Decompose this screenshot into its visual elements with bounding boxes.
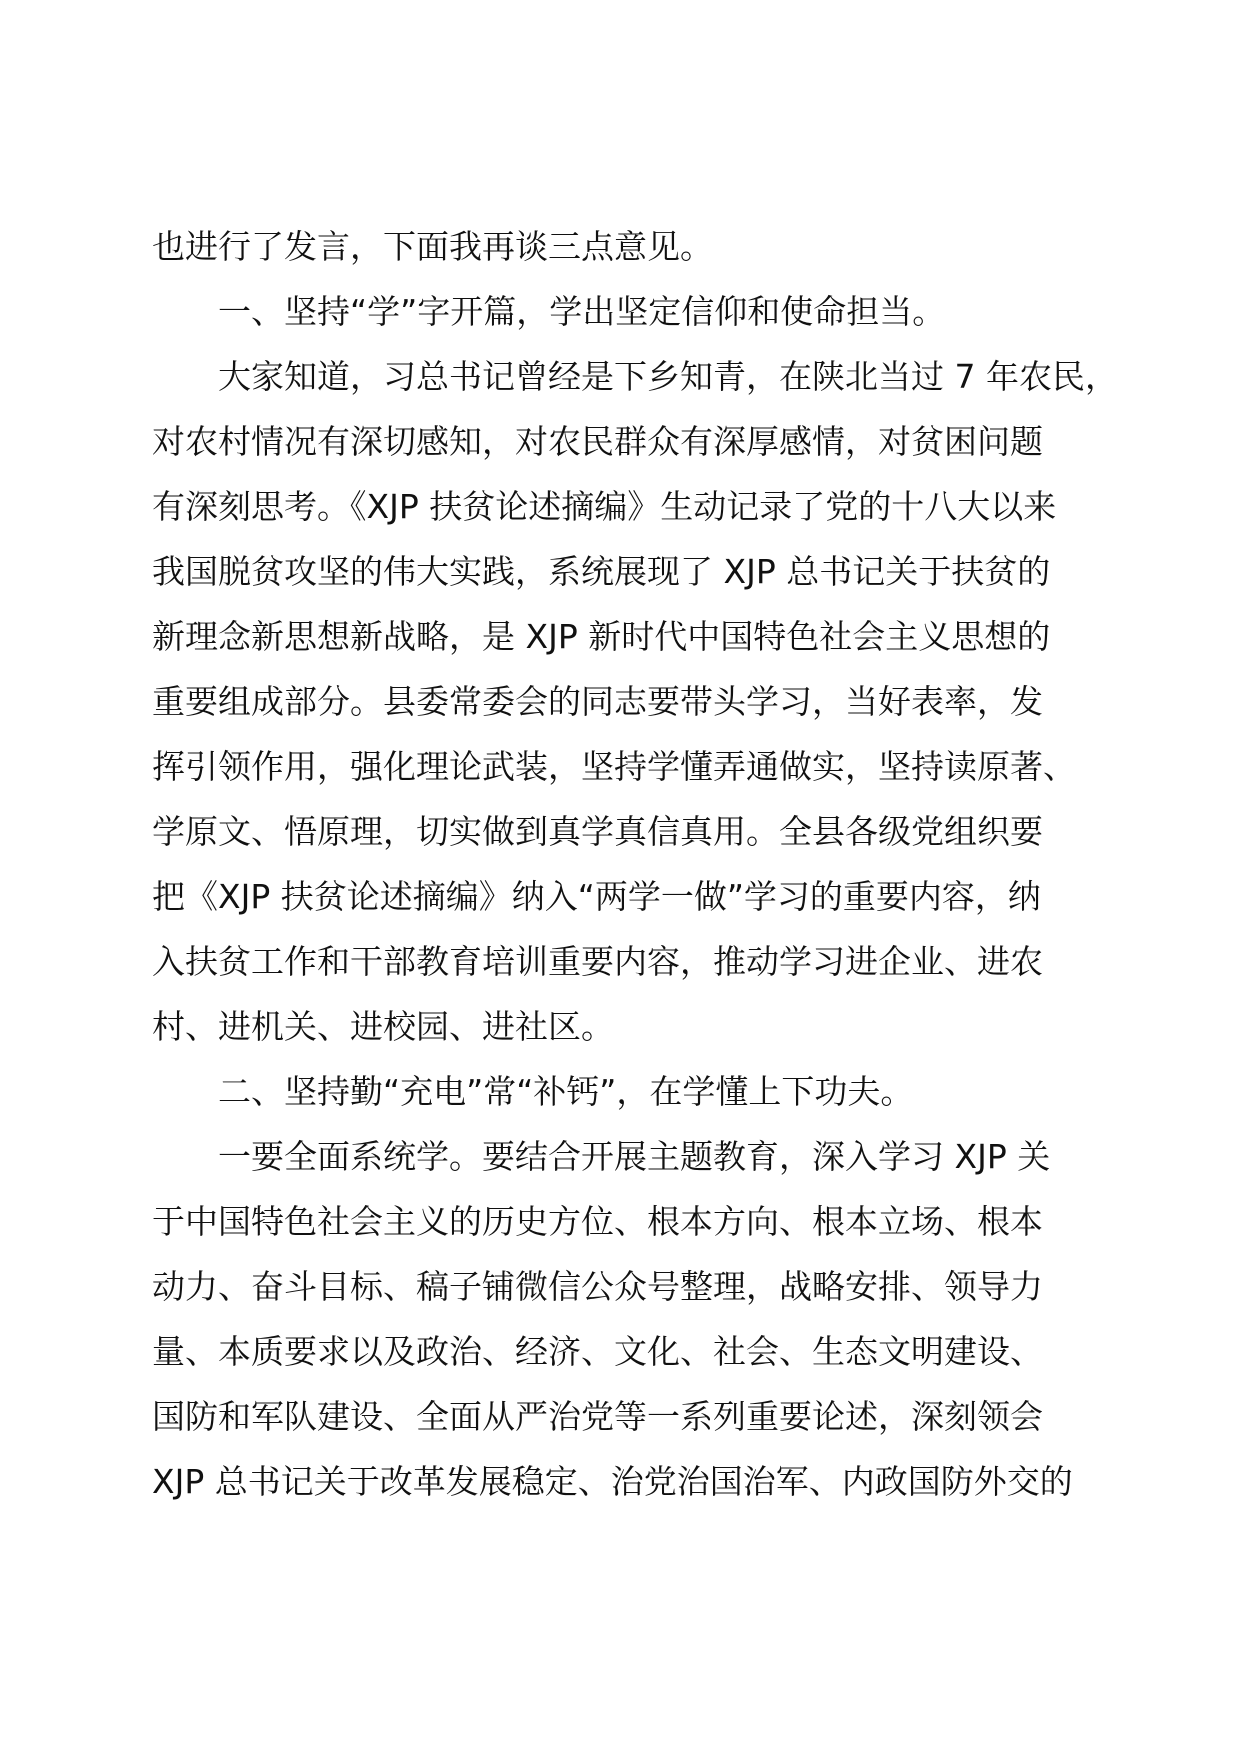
paragraph-line: 新理念新思想新战略，是 XJP 新时代中国特色社会主义思想的	[152, 617, 1051, 656]
paragraph-line: 挥引领作用，强化理论武装，坚持学懂弄通做实，坚持读原著、	[152, 747, 1076, 786]
paragraph-line: 我国脱贫攻坚的伟大实践，系统展现了 XJP 总书记关于扶贫的	[152, 552, 1051, 591]
paragraph-line: 有深刻思考。《XJP 扶贫论述摘编》生动记录了党的十八大以来	[152, 487, 1057, 526]
paragraph-line: 动力、奋斗目标、稿子铺微信公众号整理，战略安排、领导力	[152, 1267, 1043, 1306]
paragraph-line: 入扶贫工作和干部教育培训重要内容，推动学习进企业、进农	[152, 942, 1043, 981]
paragraph-line: XJP 总书记关于改革发展稳定、治党治国治军、内政国防外交的	[152, 1462, 1073, 1501]
paragraph-line: 于中国特色社会主义的历史方位、根本方向、根本立场、根本	[152, 1202, 1043, 1241]
paragraph-line: 大家知道，习总书记曾经是下乡知青，在陕北当过 7 年农民，	[218, 357, 1118, 396]
paragraph-line: 村、进机关、进校园、进社区。	[152, 1007, 614, 1046]
section-heading-two: 二、坚持勤“充电”常“补钙”，在学懂上下功夫。	[218, 1072, 914, 1111]
paragraph-line: 对农村情况有深切感知，对农民群众有深厚感情，对贫困问题	[152, 422, 1043, 461]
paragraph-line: 国防和军队建设、全面从严治党等一系列重要论述，深刻领会	[152, 1397, 1043, 1436]
paragraph-line: 一要全面系统学。要结合开展主题教育，深入学习 XJP 关	[218, 1137, 1051, 1176]
document-body	[152, 214, 1118, 1514]
section-heading-one: 一、坚持“学”字开篇，学出坚定信仰和使命担当。	[218, 292, 946, 331]
paragraph-line: 学原文、悟原理，切实做到真学真信真用。全县各级党组织要	[152, 812, 1043, 851]
paragraph-line: 重要组成部分。县委常委会的同志要带头学习，当好表率，发	[152, 682, 1043, 721]
paragraph-line: 把《XJP 扶贫论述摘编》纳入“两学一做”学习的重要内容，纳	[152, 877, 1041, 916]
paragraph-line: 也进行了发言，下面我再谈三点意见。	[152, 227, 713, 266]
paragraph-line: 量、本质要求以及政治、经济、文化、社会、生态文明建设、	[152, 1332, 1043, 1371]
